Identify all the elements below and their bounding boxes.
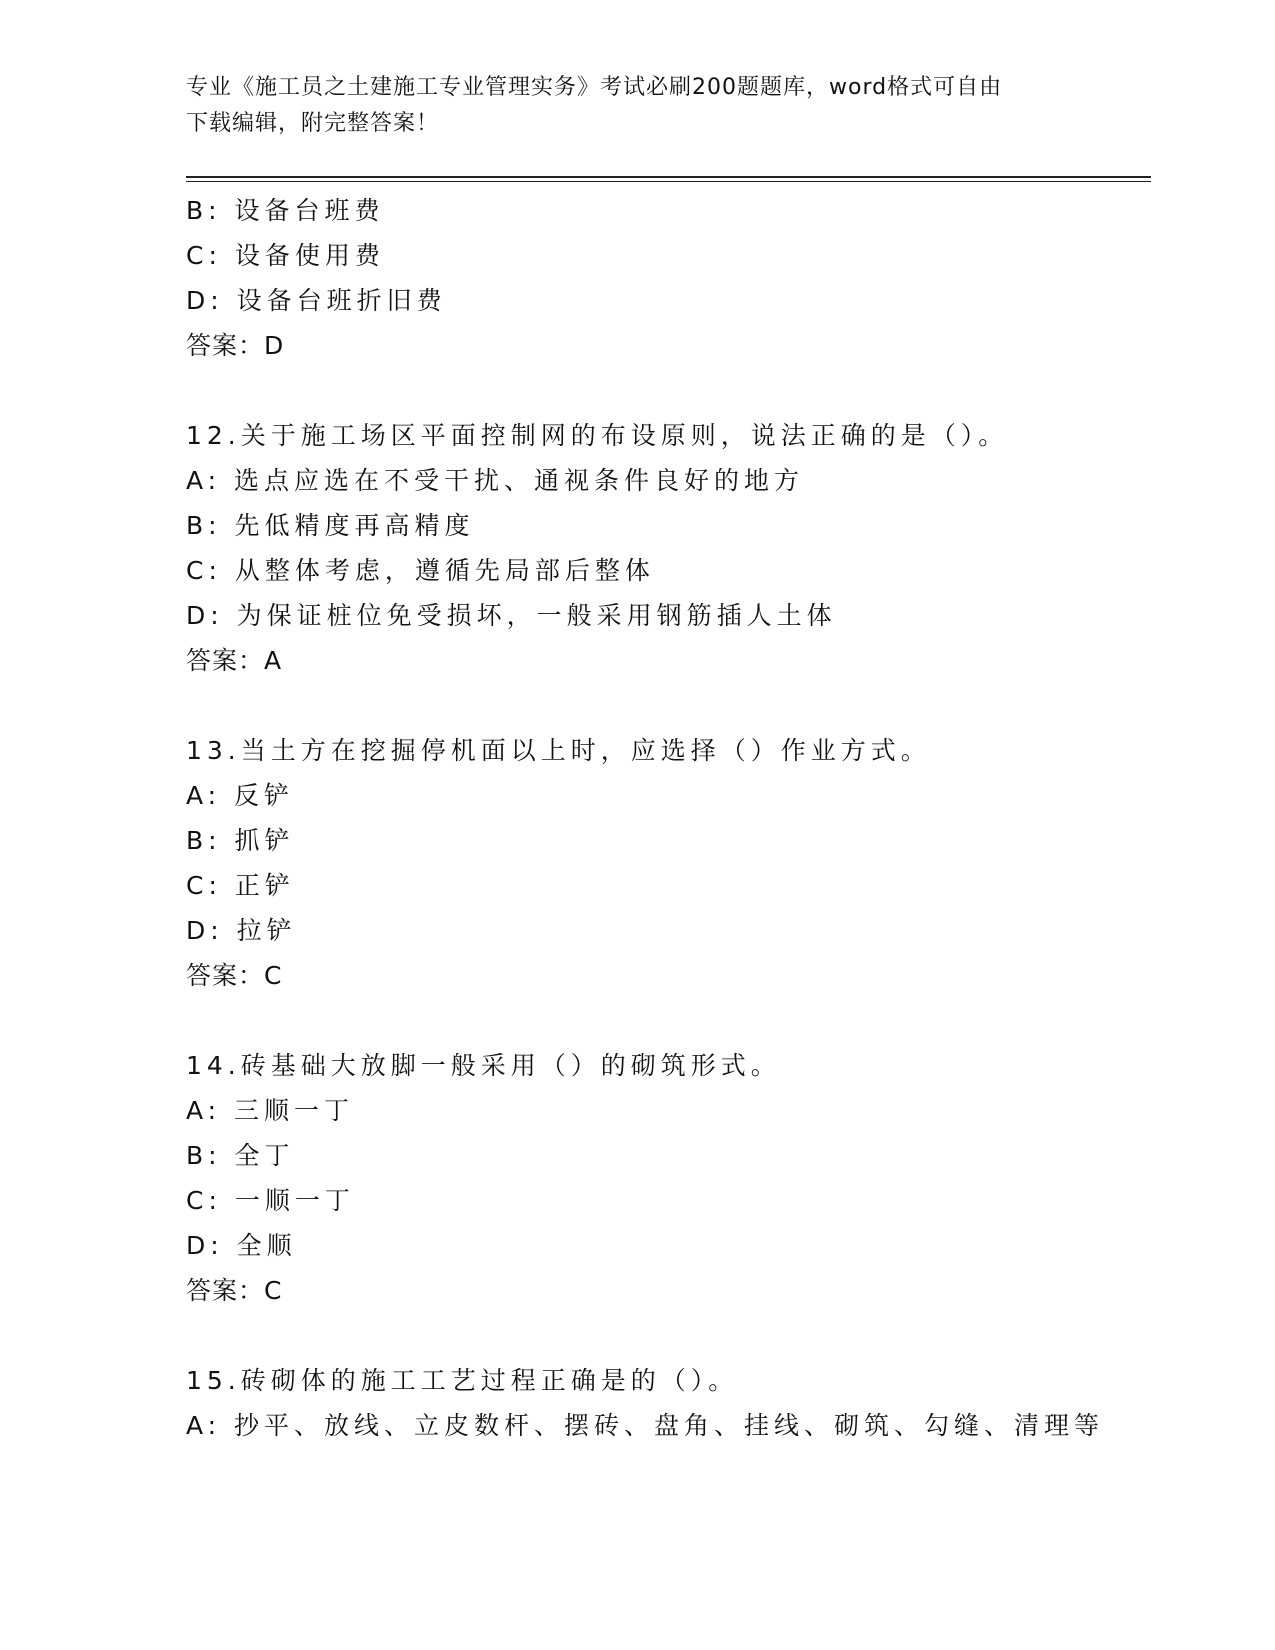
spacer <box>186 683 1151 728</box>
header-rule-thin <box>186 181 1151 182</box>
option-b: B: 抓铲 <box>186 826 295 855</box>
question-stem: 12.关于施工场区平面控制网的布设原则，说法正确的是（）。 <box>186 421 1009 450</box>
spacer <box>186 1313 1151 1358</box>
option-b: B: 全丁 <box>186 1141 295 1170</box>
option-d: D: 拉铲 <box>186 916 297 945</box>
option-d: D: 全顺 <box>186 1231 297 1260</box>
answer: 答案：D <box>186 331 285 360</box>
answer: 答案：A <box>186 646 283 675</box>
option-b: B: 先低精度再高精度 <box>186 511 475 540</box>
option-a: A: 选点应选在不受干扰、通视条件良好的地方 <box>186 466 805 495</box>
option-d: D: 为保证桩位免受损坏，一般采用钢筋插人土体 <box>186 601 837 630</box>
question-stem: 14.砖基础大放脚一般采用（）的砌筑形式。 <box>186 1051 781 1080</box>
question-stem: 15.砖砌体的施工工艺过程正确是的（）。 <box>186 1366 739 1395</box>
option-c: C: 一顺一丁 <box>186 1186 355 1215</box>
option-b: B: 设备台班费 <box>186 196 385 225</box>
option-a: A: 反铲 <box>186 781 295 810</box>
document-header <box>186 70 1066 142</box>
option-d: D: 设备台班折旧费 <box>186 286 447 315</box>
option-c: C: 正铲 <box>186 871 295 900</box>
option-a: A: 三顺一丁 <box>186 1096 355 1125</box>
question-15 <box>186 1358 1151 1448</box>
option-c: C: 设备使用费 <box>186 241 385 270</box>
question-list <box>186 188 1151 1448</box>
question-stem: 13.当土方在挖掘停机面以上时，应选择（）作业方式。 <box>186 736 931 765</box>
answer: 答案：C <box>186 1276 283 1305</box>
question-14 <box>186 1043 1151 1313</box>
option-c: C: 从整体考虑，遵循先局部后整体 <box>186 556 655 585</box>
answer: 答案：C <box>186 961 283 990</box>
spacer <box>186 998 1151 1043</box>
question-12 <box>186 413 1151 683</box>
header-rule-thick <box>186 176 1151 178</box>
question-13 <box>186 728 1151 998</box>
header-line-1: 专业《施工员之土建施工专业管理实务》考试必刷200题题库，word格式可自由 <box>186 75 1003 100</box>
spacer <box>186 368 1151 413</box>
option-a: A: 抄平、放线、立皮数杆、摆砖、盘角、挂线、砌筑、勾缝、清理等 <box>186 1411 1105 1440</box>
header-line-2: 下载编辑，附完整答案！ <box>186 111 440 136</box>
